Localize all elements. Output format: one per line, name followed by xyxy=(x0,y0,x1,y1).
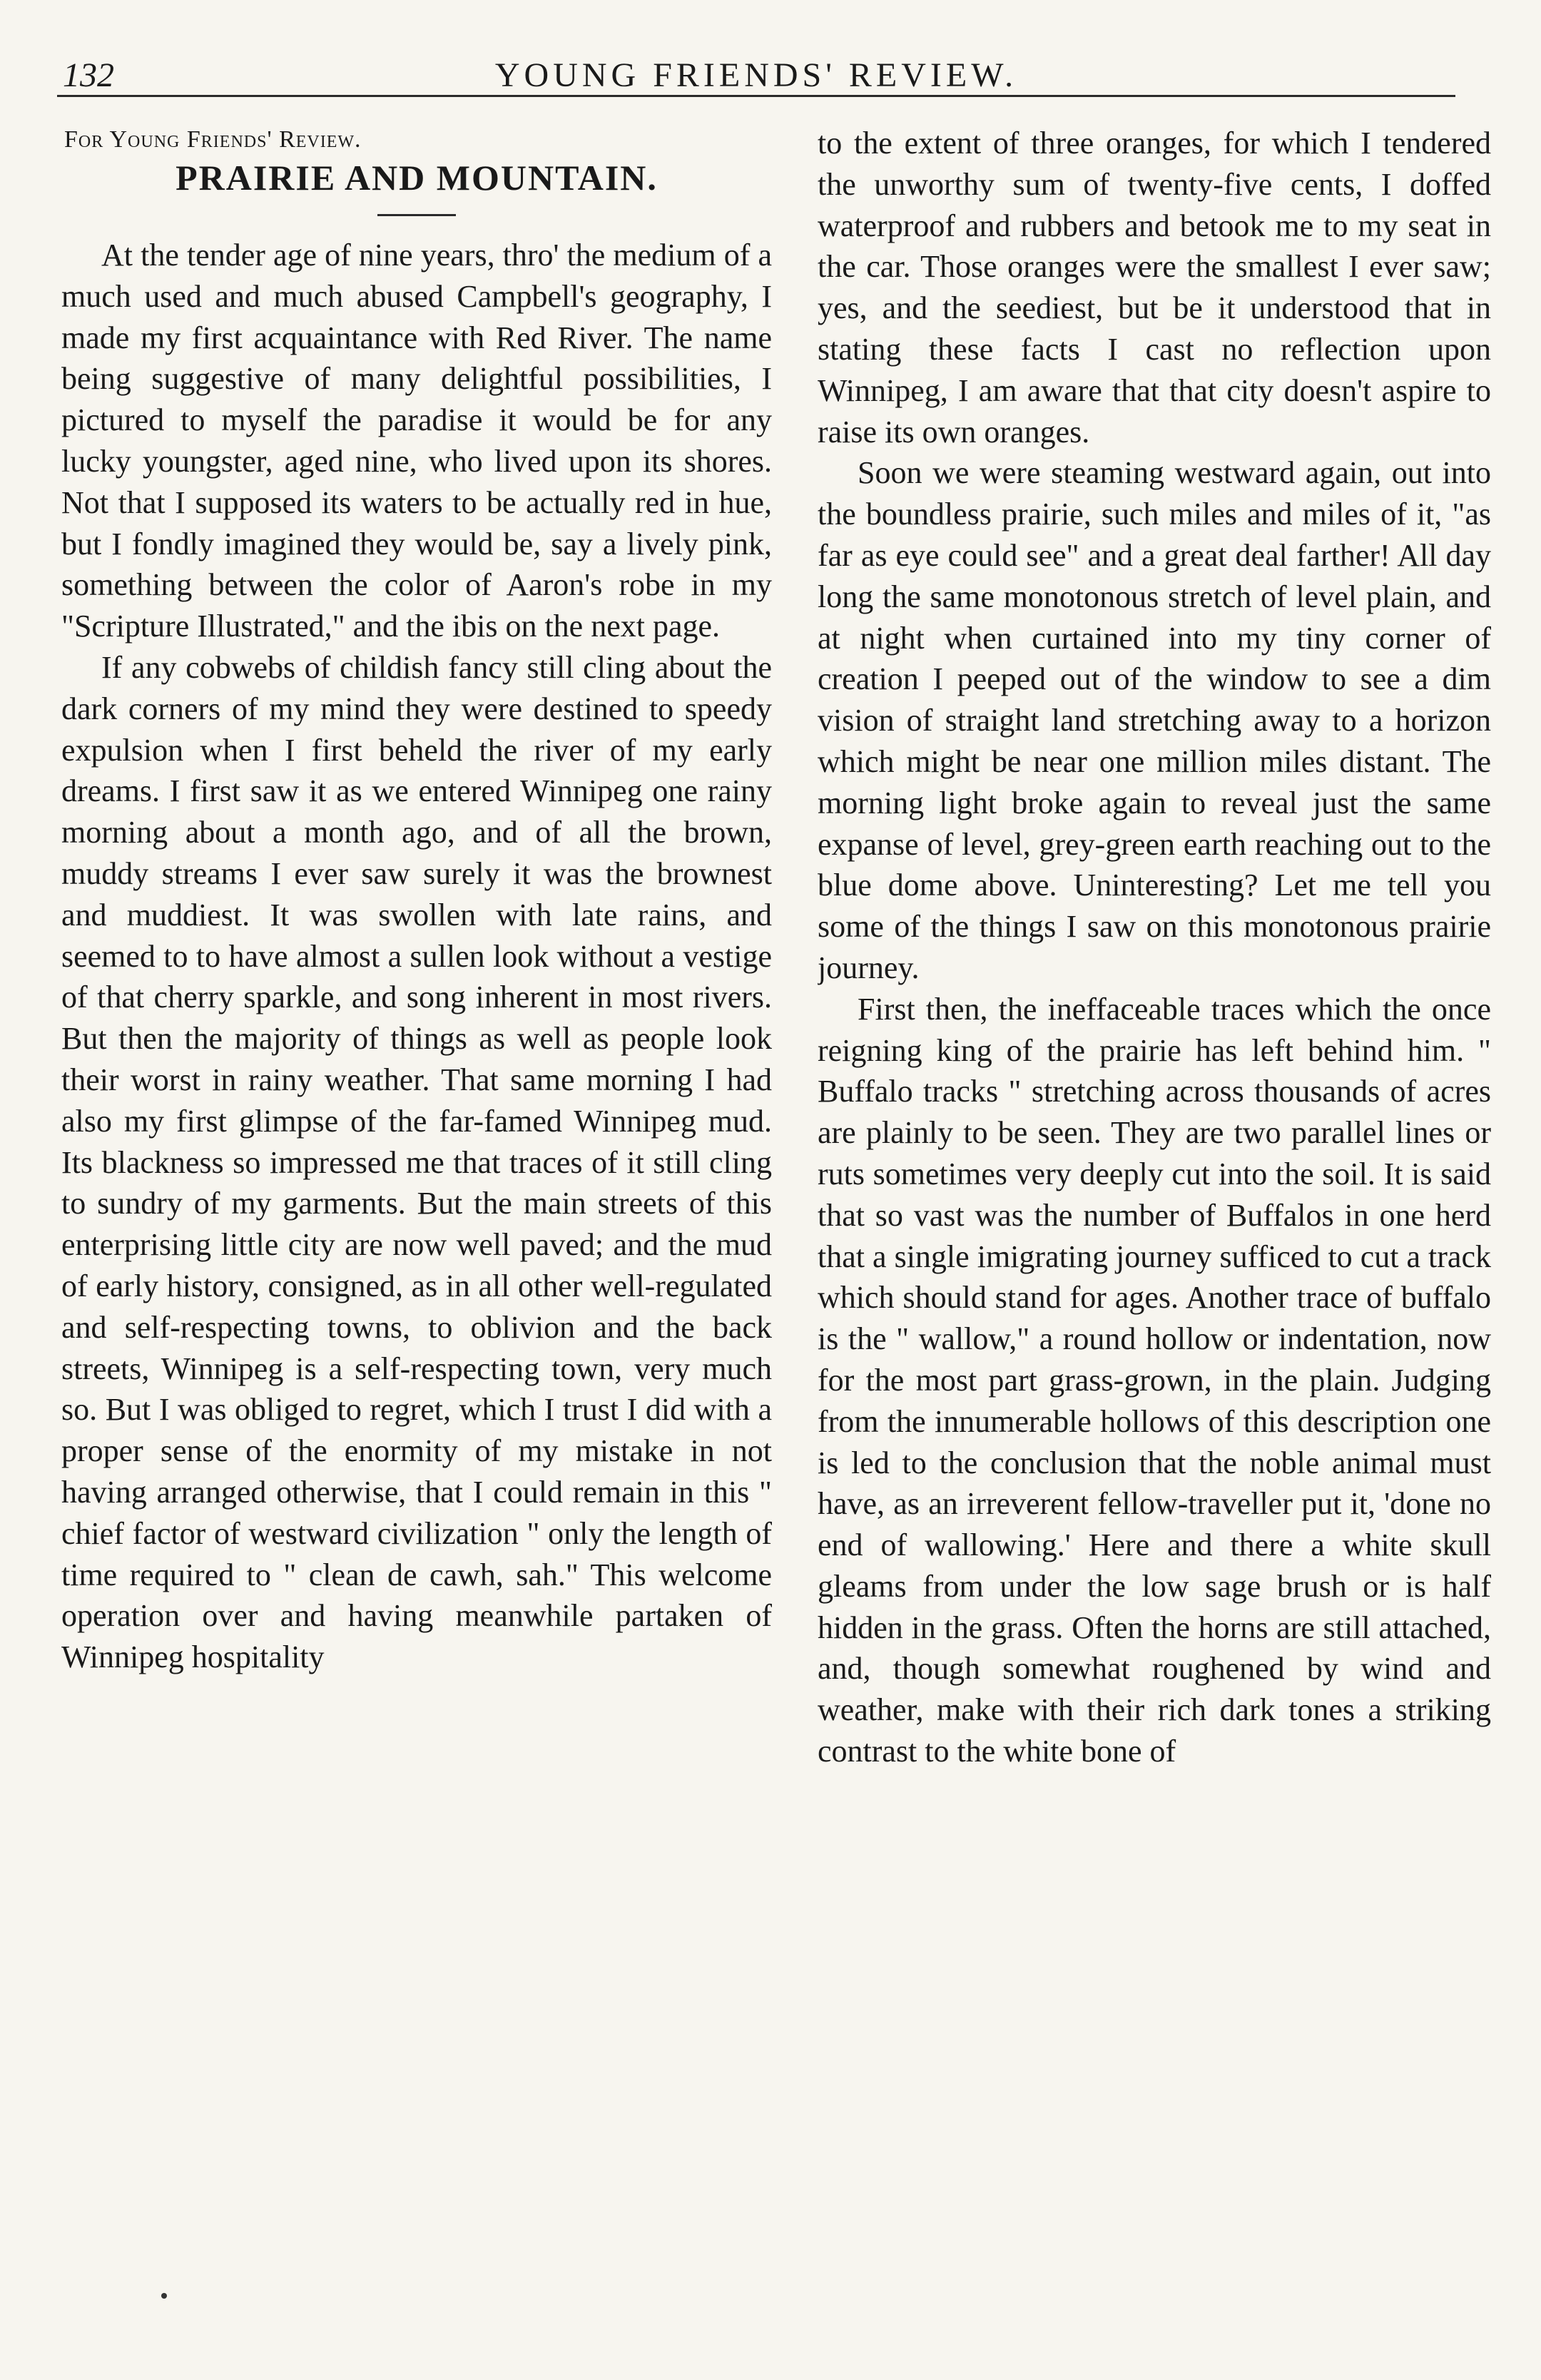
journal-title: YOUNG FRIENDS' REVIEW. xyxy=(494,56,1018,94)
paragraph: to the extent of three oranges, for which I tendered the unworthy sum of twenty-five cents, I doffed waterproof and rubbers and betook me to my seat in the car. Those oranges were the smallest I ever saw; yes, and the seediest, but be it understood that in stating these facts I cast no reflection upon Winnipeg, I am aware that that city doesn't aspire to raise its own oranges. xyxy=(818,126,1491,449)
running-head xyxy=(57,50,1455,97)
page-number: 132 xyxy=(63,56,114,94)
article-attribution: For Young Friends' Review. xyxy=(64,126,362,153)
ink-speck xyxy=(161,2293,167,2299)
left-column xyxy=(61,123,772,2320)
paragraph: Soon we were steaming westward again, out into the boundless prairie, such miles and miles of it, "as far as eye could see" and a great deal farther! All day long the same monotonous stretch of level plain, and at night when curtained into my tiny corner of creation I peeped out of the window to see a dim vision of straight land stretching away to a horizon which might be near one million miles distant. The morning light broke again to reveal just the same expanse of level, grey-green earth reaching out to the blue dome above. Uninteresting? Let me tell you some of the things I saw on this monotonous prairie journey. xyxy=(818,455,1491,985)
paragraph: First then, the ineffaceable traces which the once reigning king of the prairie has left behind him. " Buffalo tracks " stretching across thousands of acres are plainly to be seen. They are two parallel lines or ruts sometimes very deeply cut into the soil. It is said that so vast was the number of Buffalos in one herd that a single imigrating journey sufficed to cut a track which should stand for ages. Another trace of buffalo is the " wallow," a round hollow or indentation, now for the most part grass-grown, in the plain. Judging from the innumerable hollows of this description one is led to the conclusion that the noble animal must have, as an irreverent fellow-traveller put it, 'done no end of wallowing.' Here and there a white skull gleams from under the low sage brush or is half hidden in the grass. Often the horns are still attached, and, though somewhat roughened by wind and weather, make with their rich dark tones a striking contrast to the white bone of xyxy=(818,991,1491,1769)
title-divider xyxy=(377,214,456,216)
right-column xyxy=(818,123,1491,2320)
header-rule xyxy=(57,95,1455,97)
paragraph: At the tender age of nine years, thro' the medium of a much used and much abused Campbell's geography, I made my first acquaintance with Red River. The name being suggestive of many delightful possibilities, I pictured to myself the paradise it would be for any lucky youngster, aged nine, who lived upon its shores. Not that I supposed its waters to be actually red in hue, but I fondly imagined they would be, say a lively pink, something between the color of Aaron's robe in my "Scripture Illustrated," and the ibis on the next page. xyxy=(61,238,772,644)
article-title: PRAIRIE AND MOUNTAIN. xyxy=(176,158,658,198)
paragraph: If any cobwebs of childish fancy still cling about the dark corners of my mind they were destined to speedy expulsion when I first beheld the river of my early dreams. I first saw it as we entered Winnipeg one rainy morning about a month ago, and of all the brown, muddy streams I ever saw surely it was the brownest and muddiest. It was swollen with late rains, and seemed to to have almost a sullen look without a vestige of that cherry sparkle, and song inherent in most rivers. But then the majority of things as well as people look their worst in rainy weather. That same morning I had also my first glimpse of the far-famed Winnipeg mud. Its blackness so impressed me that traces of it still cling to sundry of my garments. But the main streets of this enterprising little city are now well paved; and the mud of early history, consigned, as in all other well-regulated and self-respecting towns, to oblivion and the back streets, Winnipeg is a self-respecting town, very much so. But I was obliged to regret, which I trust I did with a proper sense of the enormity of my mistake in not having arranged otherwise, that I could remain in this " chief factor of westward civilization " only the length of time required to " clean de cawh, sah." This welcome operation over and having meanwhile partaken of Winnipeg hospitality xyxy=(61,649,772,1675)
